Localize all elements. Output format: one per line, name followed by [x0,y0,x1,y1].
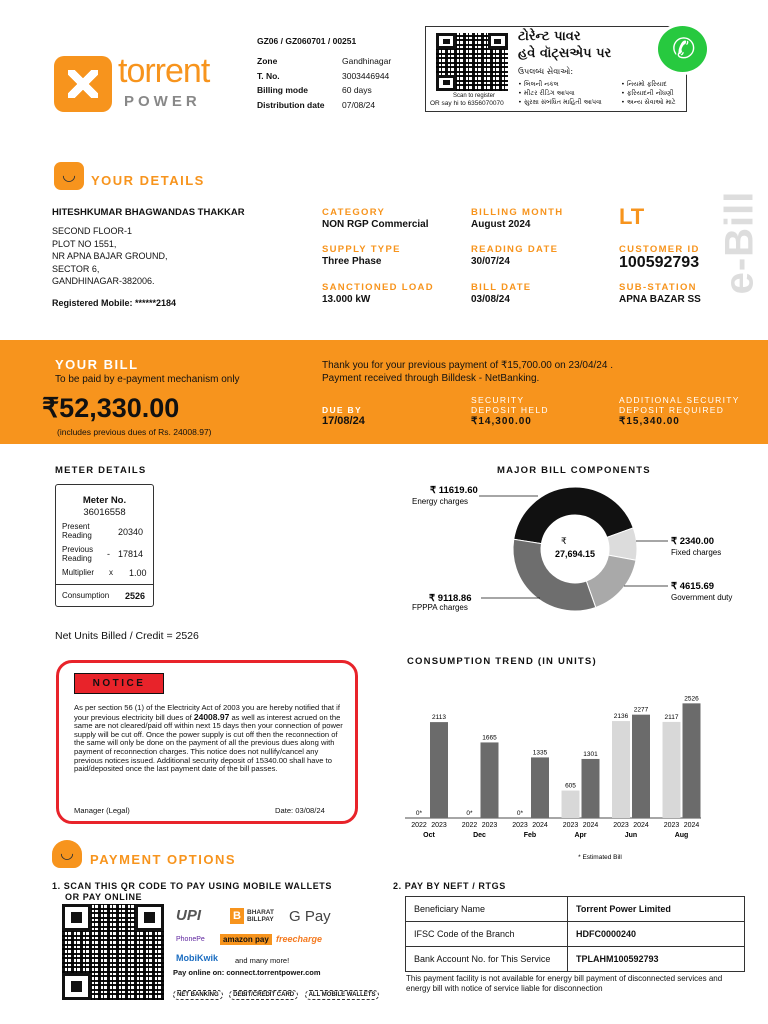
notice-text [74,704,346,774]
donut-slice [586,555,636,607]
previous-value: 17814 [118,549,144,559]
supply-label: SUPPLY TYPE [322,244,401,255]
category-tick-label: Jun [624,832,638,839]
scan-heading-1: 1. SCAN THIS QR CODE TO PAY USING MOBILE WALLETS [52,881,332,891]
bar-value-label: 1335 [532,749,548,757]
neft-value: TPLAHM100592793 [568,947,745,972]
whatsapp-icon[interactable] [655,23,710,75]
bar [531,757,549,818]
bar [663,722,681,818]
notice-dues: 24008.97 [193,711,230,722]
meta-key: Distribution date [257,99,325,110]
thanks-line-2: Payment received through Billdesk - NetBanking. [322,373,540,384]
neft-row [406,922,745,947]
bar-value-label: 2136 [613,713,629,721]
ebill-text: e-Bill [717,190,762,295]
bill-sub: To be paid by e-payment mechanism only [55,374,240,385]
fpppa-value: ₹ 9118.86 [429,593,472,604]
minus-sign: - [107,549,110,559]
meta-value: 3003446944 [342,70,390,81]
substation-label: SUB-STATION [619,282,697,293]
thanks-line-1: Thank you for your previous payment of ₹15,700.00 on 23/04/24 . [322,360,613,371]
address-line: GANDHINAGAR-382006. [52,276,155,286]
meta-row [257,85,417,95]
add-deposit-value: ₹15,340.00 [619,416,680,427]
net-units: Net Units Billed / Credit = 2526 [55,630,199,642]
whatsapp-item: • બિલની નકલ [518,80,559,88]
meta-key: T. No. [257,70,280,81]
whatsapp-item: • ફરિયાદની નોંધણી [621,89,674,97]
deposit-label [471,396,549,415]
pay-online-url[interactable]: Pay online on: connect.torrentpower.com [173,968,321,977]
bar-value-label: 2277 [633,706,649,714]
neft-disclaimer: This payment facility is not available for energy bill payment of disconnected services and energy bill with notice of service liable for disconnection [406,974,723,993]
payment-heading: PAYMENT OPTIONS [90,852,237,867]
energy-amount: 11619.60 [438,485,478,496]
amazonpay-logo: amazon pay [220,934,272,945]
neft-key: Bank Account No. for This Service [406,947,568,972]
supply-value: Three Phase [322,256,382,267]
neft-value: HDFC0000240 [568,922,745,947]
mobile-value: ******2184 [135,298,177,308]
torrent-logo-icon [54,56,112,112]
energy-label: Energy charges [412,497,469,506]
neft-key: IFSC Code of the Branch [406,922,568,947]
year-tick-label: 2024 [532,822,548,829]
category-value: NON RGP Commercial [322,219,429,230]
meter-box [55,484,154,607]
year-tick-label: 2024 [683,822,700,829]
neft-row [406,947,745,972]
bar-value-label: 2526 [684,695,699,703]
pill-wallets: ALL MOBILE WALLETS [305,990,380,1000]
notice-tag: NOTICE [74,673,164,694]
year-tick-label: 2023 [613,822,629,829]
meta-key: Billing mode [257,85,308,95]
year-tick-label: 2023 [663,822,680,829]
add-deposit-label-1: ADDITIONAL SECURITY [619,395,740,405]
bar [481,742,499,818]
duty-value: ₹ 4615.69 [671,581,715,592]
billdate-label: BILL DATE [471,282,532,293]
components-donut-chart [400,478,768,628]
year-tick-label: 2022 [461,822,478,829]
meter-heading: METER DETAILS [55,465,147,476]
energy-value: ₹ 11619.60 [430,485,478,496]
bar [562,791,580,818]
ebill-watermark [718,178,768,298]
payment-pills [173,983,381,1001]
bill-prev-dues: (includes previous dues of Rs. 24008.97) [57,427,212,437]
address-line: SECOND FLOOR-1 [52,226,133,236]
registered-mobile [52,298,176,308]
bar [612,721,630,818]
whatsapp-title-1: ટોરેન્ટ પાવર [518,29,581,44]
fixed-label: Fixed charges [671,548,722,557]
bar-value-label: 1301 [583,750,598,758]
bar-value-label: 0* [415,810,423,817]
donut-rupee: ₹ [561,536,567,546]
month-value: August 2024 [471,219,531,230]
neft-value: Torrent Power Limited [568,897,745,922]
logo-word: torrent [118,52,210,90]
address-line: NR APNA BAJAR GROUND, [52,251,168,261]
fixed-value: ₹ 2340.00 [671,536,715,547]
many-more: and many more! [235,956,290,965]
bar-value-label: 2113 [432,714,446,722]
reference-number: GZ06 / GZ060701 / 00251 [257,36,357,46]
category-tick-label: Aug [674,832,689,839]
substation-value: APNA BAZAR SS [619,294,701,305]
year-tick-label: 2022 [411,822,427,829]
add-deposit-label [619,396,740,415]
bar-value-label: 2117 [664,713,679,721]
category-tick-label: Dec [473,832,486,839]
month-label: BILLING MONTH [471,207,564,218]
year-tick-label: 2023 [431,822,447,829]
multiplier-label: Multiplier [62,568,95,577]
whatsapp-box [425,26,687,112]
billdate-value: 03/08/24 [471,294,510,305]
bill-amount: ₹52,330.00 [42,393,180,423]
whatsapp-qr-code[interactable] [436,33,508,91]
bar-value-label: 0* [516,810,524,817]
address-line: PLOT NO 1551, [52,238,117,249]
year-tick-label: 2023 [512,822,528,829]
whatsapp-scan: Scan to register [452,93,496,99]
meta-grid [257,56,417,114]
duty-label: Government duty [671,593,733,602]
neft-heading: 2. PAY BY NEFT / RTGS [393,881,506,891]
address-line: SECTOR 6, [52,263,100,274]
bharat-billpay-icon: B [230,908,244,924]
scan-heading-2: OR PAY ONLINE [65,892,143,902]
bar [582,759,600,818]
rupee-smiley-icon: ◡ [52,840,82,868]
add-deposit-label-2: DEPOSIT REQUIRED [619,404,725,415]
fpppa-label: FPPPA charges [412,603,468,612]
whatsapp-item: • મીટર રીડિંગ આપવા [518,89,575,97]
bar-value-label: 0* [466,810,473,817]
components-heading: MAJOR BILL COMPONENTS [497,465,651,476]
present-value: 20340 [118,527,144,537]
tariff-type: LT [619,204,645,229]
trend-heading: CONSUMPTION TREND (IN UNITS) [407,656,597,667]
year-tick-label: 2023 [481,822,498,829]
fpppa-amount: 9118.86 [437,593,472,604]
deposit-label-2: DEPOSIT HELD [471,404,549,415]
pill-card: DEBIT/CREDIT CARD [229,990,298,1000]
mobile-label: Registered Mobile: [52,298,133,308]
mobikwik-logo: MobiKwik [176,953,218,963]
reading-value: 30/07/24 [471,256,510,267]
consumption-bar-chart [405,690,705,865]
meta-value: 07/08/24 [342,99,376,110]
bill-heading: YOUR BILL [55,357,139,372]
duty-amount: 4615.69 [679,581,715,592]
whatsapp-title-2: હવે વૉટ્સએપ પર [518,46,612,61]
custid-label: CUSTOMER ID [619,244,700,255]
deposit-value: ₹14,300.00 [471,416,532,427]
year-tick-label: 2024 [582,822,599,829]
fixed-amount: 2340.00 [679,536,715,547]
meter-no-label: Meter No. [82,495,127,506]
meta-row [257,71,417,81]
neft-key: Beneficiary Name [406,897,568,922]
neft-table [405,896,745,972]
due-value: 17/08/24 [322,415,365,427]
upi-logo: UPI [176,907,202,924]
customer-name: HITESHKUMAR BHAGWANDAS THAKKAR [52,207,245,218]
notice-signer: Manager (Legal) [74,806,130,815]
category-label: CATEGORY [322,207,386,218]
smiley-icon: ◡ [54,162,84,190]
details-heading: YOUR DETAILS [91,173,205,188]
notice-date: Date: 03/08/24 [275,806,325,815]
meter-no-value: 36016558 [83,507,126,518]
bar-value-label: 605 [565,782,576,790]
bar [632,715,650,818]
consumption-value: 2526 [125,591,146,601]
whatsapp-number: OR say hi to 6356070070 [430,100,504,107]
meta-value: Gandhinagar [342,56,392,66]
whatsapp-item: • સુરક્ષા સંબંધિત માહિતી આપવા [518,98,602,106]
customer-address [52,225,168,288]
year-tick-label: 2023 [562,822,579,829]
phonepe-logo: PhonePe [176,936,205,943]
load-label: SANCTIONED LOAD [322,282,434,293]
meta-row [257,56,417,66]
consumption-label: Consumption [62,591,110,600]
bar [683,703,701,818]
donut-total: 27,694.15 [554,549,596,559]
meta-row [257,100,417,110]
present-label: Present Reading [62,522,92,540]
neft-row [406,897,745,922]
category-tick-label: Feb [523,832,537,839]
notice-text-a: As per section 56 (1) of the Electricity Act of 2003 you are hereby notified that if your previous electricity bill dues of [74,703,340,722]
load-value: 13.000 kW [322,294,371,305]
pill-net-banking: NET BANKING [173,990,223,1000]
times-sign: x [109,568,113,577]
logo-sub: POWER [124,93,201,110]
meta-key: Zone [257,56,278,66]
bar [430,722,448,818]
meta-value: 60 days [342,85,372,95]
meter-divider [56,584,153,585]
custid-value: 100592793 [619,254,700,271]
gpay-logo: G Pay [289,908,331,925]
category-tick-label: Oct [423,832,435,839]
whatsapp-item: • નિયમો ફરિયાદ [621,80,667,88]
previous-label: Previous Reading [62,545,94,563]
estimated-note: * Estimated Bill [578,854,622,861]
category-tick-label: Apr [574,832,587,839]
whatsapp-sub: ઉપલબ્ધ સેવાઓ: [518,67,574,76]
notice-text-b: as well as interest acrued on the same are not cleared/paid off within next 15 days then your connection of power supply will be cut off. Once the power supply is cut off then the reconnection of the same will only be done on the payment of all the previous dues along with payment of reconnection charges. This notice does not nullify/cancel any previous notices issued. Additional security deposit of 15340.00 shall have to paid/deposited once the last payment date of the bill passes. [74,712,343,774]
bar-value-label: 1665 [482,734,497,742]
reading-label: READING DATE [471,244,559,255]
whatsapp-item: • અન્ય સેવાઓ માટે [621,98,676,106]
payment-qr-code[interactable] [62,904,164,1000]
deposit-label-1: SECURITY [471,395,525,405]
multiplier-value: 1.00 [129,568,147,578]
due-label: DUE BY [322,405,362,415]
bharat-billpay-logo: BHARAT BILLPAY [247,909,274,923]
year-tick-label: 2024 [633,822,649,829]
freecharge-logo: freecharge [276,934,323,944]
